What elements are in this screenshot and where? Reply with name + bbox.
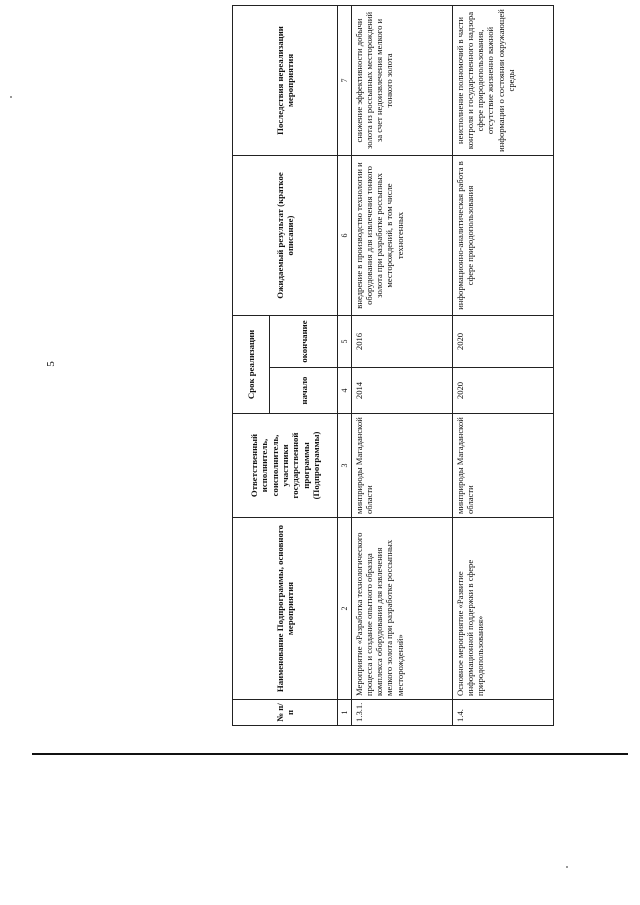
row-consequences: снижение эффективности добычи золота из россыпных месторождений за счет недоизвлечения мелкого и тонкого золота xyxy=(352,5,453,155)
header-result: Ожидаемый результат (краткое описание) xyxy=(233,155,338,315)
header-name: Наименование Подпрограммы, основного мероприятия xyxy=(233,518,338,700)
row-responsible: минприроды Магаданской области xyxy=(452,414,553,518)
scan-speck xyxy=(566,866,568,868)
activities-table xyxy=(232,5,554,726)
scan-speck xyxy=(10,96,12,98)
header-responsible: Ответственный исполнитель, соисполнитель, участники государственной программы (Подпрограммы) xyxy=(233,414,338,518)
table-row xyxy=(352,5,453,725)
column-number: 4 xyxy=(338,368,352,414)
row-end: 2016 xyxy=(352,315,453,367)
page-number: 5 xyxy=(44,361,57,367)
row-responsible: минприроды Магаданской области xyxy=(352,414,453,518)
row-name: Мероприятие «Разработка технологического процесса и создание опытного образца комплекса оборудования для извлечения мелкого золота при разработке россыпных месторождений» xyxy=(352,518,453,700)
column-number: 7 xyxy=(338,5,352,155)
row-result: внедрение в производство технологии и оборудования для извлечения тонкого золота при разработке россыпных месторождений, в том числе техногенных xyxy=(352,155,453,315)
row-result: информационно-аналитическая работа в сфере природопользования xyxy=(452,155,553,315)
bottom-rule-line xyxy=(32,753,628,755)
header-term-group: Срок реализации xyxy=(233,315,270,413)
row-start: 2020 xyxy=(452,368,553,414)
row-num: 1.4. xyxy=(452,700,553,726)
column-number: 5 xyxy=(338,315,352,367)
row-consequences: неисполнение полномочий в части контроля и государственного надзора сфере природопользования, отсутствие жизненно важной информации о состоянии окружающей среды xyxy=(452,5,553,155)
row-start: 2014 xyxy=(352,368,453,414)
header-term-end: окончание xyxy=(270,315,338,367)
row-end: 2020 xyxy=(452,315,553,367)
header-consequences: Последствия нереализации мероприятия xyxy=(233,5,338,155)
row-name: Основное мероприятие «Развитие информационной поддержки в сфере природопользования» xyxy=(452,518,553,700)
header-row-1 xyxy=(233,5,270,725)
row-num: 1.3.1. xyxy=(352,700,453,726)
table-row xyxy=(452,5,553,725)
rotated-table-container xyxy=(232,6,554,726)
header-term-start: начало xyxy=(270,368,338,414)
column-number-row xyxy=(338,5,352,725)
column-number: 3 xyxy=(338,414,352,518)
header-num: № п/п xyxy=(233,700,338,726)
column-number: 6 xyxy=(338,155,352,315)
column-number: 2 xyxy=(338,518,352,700)
column-number: 1 xyxy=(338,700,352,726)
